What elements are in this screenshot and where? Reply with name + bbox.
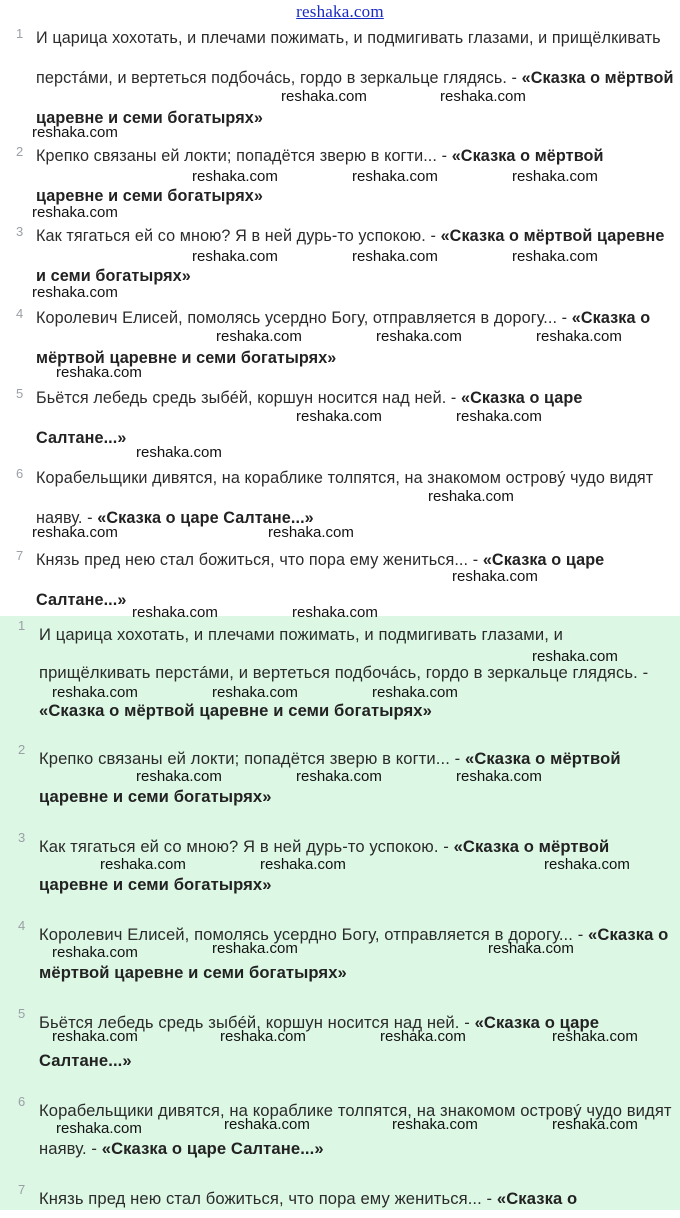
source-title: «Сказка о мёртвой царевне и семи богатырях»: [39, 925, 669, 982]
watermark: reshaka.com: [192, 168, 278, 185]
watermark: reshaka.com: [220, 1028, 306, 1045]
watermark: reshaka.com: [488, 940, 574, 957]
watermark: reshaka.com: [376, 328, 462, 345]
watermark: reshaka.com: [32, 524, 118, 541]
quote-text: Князь пред нею стал божиться, что пора ему жениться... -: [36, 551, 483, 569]
watermark: reshaka.com: [512, 248, 598, 265]
watermark: reshaka.com: [260, 856, 346, 873]
quote-text: Королевич Елисей, помолясь усердно Богу, отправляется в дорогу... -: [39, 925, 589, 944]
watermark: reshaka.com: [281, 88, 367, 105]
item-number: 1: [16, 26, 24, 41]
source-title: «Сказка о царе Салтане...»: [101, 1139, 324, 1158]
watermark: reshaka.com: [440, 88, 526, 105]
item-number: 5: [16, 386, 24, 401]
quote-text: Корабельщики дивятся, на кораблике толпятся, на знакомом островý чудо видят наяву. -: [39, 1101, 672, 1158]
quote-text: Как тягаться ей со мною? Я в ней дурь-то успокою. -: [36, 227, 441, 245]
watermark: reshaka.com: [32, 124, 118, 141]
watermark: reshaka.com: [216, 328, 302, 345]
watermark: reshaka.com: [268, 524, 354, 541]
item-number: 2: [16, 144, 24, 159]
source-title: «Сказка о мёртвой царевне и семи богатырях»: [36, 147, 604, 205]
item-text: [39, 616, 674, 730]
quote-text: Как тягаться ей со мною? Я в ней дурь-то успокою. -: [39, 837, 454, 856]
watermark: reshaka.com: [212, 940, 298, 957]
item-number: 2: [18, 742, 26, 757]
item-text: [39, 1180, 674, 1218]
watermark: reshaka.com: [32, 204, 118, 221]
watermark: reshaka.com: [352, 248, 438, 265]
item-number: 6: [18, 1094, 26, 1109]
quote-text: Королевич Елисей, помолясь усердно Богу, отправляется в дорогу... -: [36, 309, 572, 327]
quote-text: Корабельщики дивятся, на кораблике толпятся, на знакомом островý чудо видят наяву. -: [36, 469, 654, 527]
watermark: reshaka.com: [296, 408, 382, 425]
watermark: reshaka.com: [552, 1028, 638, 1045]
watermark: reshaka.com: [52, 944, 138, 961]
watermark: reshaka.com: [296, 768, 382, 785]
quote-text: Князь пред нею стал божиться, что пора ему жениться... -: [39, 1189, 497, 1208]
watermark: reshaka.com: [192, 248, 278, 265]
source-title: «Сказка о мёртвой царевне и семи богатырях»: [39, 837, 610, 894]
source-title: «Сказка о царе Салтане...»: [39, 1013, 600, 1070]
source-title: «Сказка о мёртвой царевне и семи богатырях»: [39, 749, 621, 806]
source-title: «Сказка о царе Салтане...»: [36, 389, 583, 447]
item-number: 3: [18, 830, 26, 845]
quote-text: И царица хохотать, и плечами пожимать, и подмигивать глазами, и прищёлкивать перстáми, и вертеться подбочáсь, гордо в зеркальце глядясь. -: [39, 625, 649, 682]
site-link[interactable]: reshaka.com: [296, 2, 384, 21]
watermark: reshaka.com: [132, 604, 218, 621]
watermark: reshaka.com: [456, 768, 542, 785]
item-number: 1: [18, 618, 26, 633]
watermark: reshaka.com: [52, 684, 138, 701]
source-title: «Сказка о: [496, 1189, 578, 1208]
watermark: reshaka.com: [452, 568, 538, 585]
item-text: [36, 458, 674, 538]
quote-text: Крепко связаны ей локти; попадётся зверю в когти... -: [39, 749, 465, 768]
watermark: reshaka.com: [136, 444, 222, 461]
quote-text: Крепко связаны ей локти; попадётся зверю в когти... -: [36, 147, 452, 165]
quote-text: И царица хохотать, и плечами пожимать, и подмигивать глазами, и прищёлкивать перстáми, и вертеться подбочáсь, гордо в зеркальце глядясь. -: [36, 29, 661, 87]
item-number: 7: [18, 1182, 26, 1197]
watermark: reshaka.com: [552, 1116, 638, 1133]
watermark: reshaka.com: [56, 364, 142, 381]
item-text: [36, 18, 674, 138]
quote-text: Бьётся лебедь средь зыбéй, коршун носится над ней. -: [36, 389, 462, 407]
item-number: 5: [18, 1006, 26, 1021]
item-number: 3: [16, 224, 24, 239]
source-title: «Сказка о царе Салтане...»: [36, 551, 605, 609]
item-number: 4: [16, 306, 24, 321]
watermark: reshaka.com: [56, 1120, 142, 1137]
quote-text: Бьётся лебедь средь зыбéй, коршун носится над ней. -: [39, 1013, 475, 1032]
item-number: 6: [16, 466, 24, 481]
watermark: reshaka.com: [392, 1116, 478, 1133]
watermark: reshaka.com: [100, 856, 186, 873]
watermark: reshaka.com: [380, 1028, 466, 1045]
watermark: reshaka.com: [372, 684, 458, 701]
watermark: reshaka.com: [212, 684, 298, 701]
source-title: «Сказка о мёртвой царевне и семи богатырях»: [39, 701, 432, 720]
source-title: «Сказка о царе Салтане...»: [97, 509, 314, 527]
watermark: reshaka.com: [512, 168, 598, 185]
item-number: 4: [18, 918, 26, 933]
watermark: reshaka.com: [292, 604, 378, 621]
watermark: reshaka.com: [544, 856, 630, 873]
watermark: reshaka.com: [352, 168, 438, 185]
item-number: 7: [16, 548, 24, 563]
watermark: reshaka.com: [456, 408, 542, 425]
source-title: «Сказка о мёртвой царевне и семи богатырях»: [36, 227, 665, 285]
watermark: reshaka.com: [532, 648, 618, 665]
watermark: reshaka.com: [536, 328, 622, 345]
watermark: reshaka.com: [52, 1028, 138, 1045]
watermark: reshaka.com: [136, 768, 222, 785]
watermark: reshaka.com: [224, 1116, 310, 1133]
source-title: «Сказка о мёртвой царевне и семи богатырях»: [36, 309, 651, 367]
watermark: reshaka.com: [32, 284, 118, 301]
source-title: «Сказка о мёртвой царевне и семи богатырях»: [36, 69, 674, 127]
watermark: reshaka.com: [428, 488, 514, 505]
